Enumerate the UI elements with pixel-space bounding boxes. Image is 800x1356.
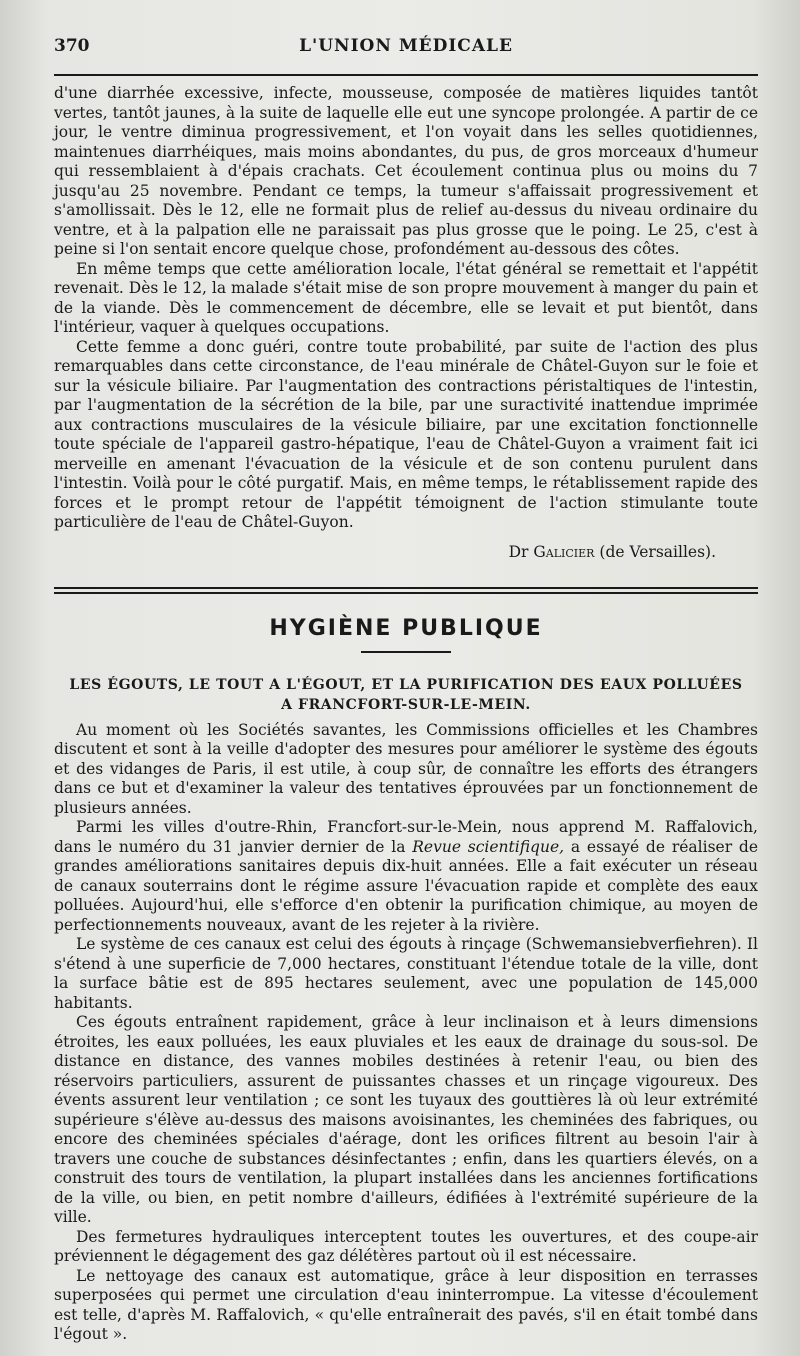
article-title <box>54 675 758 715</box>
paragraph: Ces égouts entraînent rapidement, grâce à leur inclinaison et à leurs dimensions étroites, les eaux polluées, les eaux pluviales et les eaux de drainage du sous-sol. De distance en distance, des vannes mobiles destinées à retenir l'eau, ou bien des réservoirs particuliers, assurent de puissantes chasses et un rinçage vigoureux. Des évents assurent leur ventilation ; ce sont les tuyaux des gouttières là où leur extrémité supérieure s'élève au-dessus des maisons avoisinantes, les cheminées des fabriques, ou encore des cheminées spéciales d'aérage, dont les orifices filtrent au besoin l'air à travers une couche de substances désinfectantes ; enfin, dans les quartiers élevés, on a construit des tours de ventilation, la plupart installées dans les anciennes fortifications de la ville, ou bien, en petit nombre d'ailleurs, édifiées à l'extrémité supérieure de la ville. <box>54 1013 758 1226</box>
paragraph: d'une diarrhée excessive, infecte, mousseuse, composée de matières liquides tantôt vertes, tantôt jaunes, à la suite de laquelle elle eut une syncope prolongée. A partir de ce jour, le ventre diminua progressivement, et l'on voyait dans les selles quotidiennes, maintenues diarrhéiques, mais moins abondantes, du pus, de gros morceaux d'humeur qui ressemblaient à d'épais crachats. Cet écoulement continua plus ou moins du 7 jusqu'au 25 novembre. Pendant ce temps, la tumeur s'affaissait progressivement et s'amollissait. Dès le 12, elle ne formait plus de relief au-dessus du niveau ordinaire du ventre, et à la palpation elle ne paraissait pas plus grosse que le poing. Le 25, c'est à peine si l'on sentait encore quelque chose, profondément au-dessous des côtes. <box>54 84 758 258</box>
header-rule <box>54 74 758 76</box>
paragraph: Cette femme a donc guéri, contre toute probabilité, par suite de l'action des plus remarquables dans cette circonstance, de l'eau minérale de Châtel-Guyon sur le foie et sur la vésicule biliaire. Par l'augmentation des contractions péristaltiques de l'intestin, par l'augmentation de la sécrétion de la bile, par une suractivité inattendue imprimée aux contractions musculaires de la vésicule biliaire, par une excitation fonctionnelle toute spéciale de l'appareil gastro-hépatique, l'eau de Châtel-Guyon a vraiment fait ici merveille en amenant l'évacuation de la vésicule et de son contenu purulent dans l'intestin. Voilà pour le côté purgatif. Mais, en même temps, le rétablissement rapide des forces et le prompt retour de l'appétit témoignent de l'action stimulante toute particulière de l'eau de Châtel-Guyon. <box>54 337 758 531</box>
section-title: HYGIÈNE PUBLIQUE <box>269 615 543 641</box>
text-run: Parmi les villes d'outre-Rhin, Francfort-sur-le-Mein, nous apprend M. Raffalovich, dans le numéro du 31 janvier dernier de la <box>54 818 758 856</box>
running-head <box>54 30 758 62</box>
section-separator <box>54 587 758 594</box>
paragraph: Au moment où les Sociétés savantes, les Commissions officielles et les Chambres discutent et sont à la veille d'adopter des mesures pour améliorer le système des égouts et des vidanges de Paris, il est utile, à coup sûr, de connaître les efforts des étrangers dans ce but et d'examiner la valeur des tentatives éprouvées par un fonctionnement de plusieurs années. <box>54 720 758 817</box>
article-body <box>54 721 758 1345</box>
signature-place: (de Versailles). <box>599 542 716 561</box>
journal-title: L'UNION MÉDICALE <box>299 36 513 56</box>
article-title-line: LES ÉGOUTS, LE TOUT A L'ÉGOUT, ET LA PURIFICATION DES EAUX POLLUÉES <box>69 676 743 693</box>
text-run: a essayé de réaliser de grandes améliorations sanitaires depuis dix-huit années. Elle a fait exécuter un réseau de canaux souterrains dont le régime assure l'évacuation rapide et complète des eaux polluées. Aujourd'hui, elle s'efforce d'en obtenir la purification chimique, au moyen de perfectionnements nouveaux, avant de les rejeter à la rivière. <box>54 837 758 934</box>
previous-article-text <box>54 84 758 561</box>
paragraph: Le système de ces canaux est celui des égouts à rinçage (Schwemansiebverfiehren). Il s'étend à une superficie de 7,000 hectares, constituant l'étendue totale de la ville, dont la surface bâtie est de 895 hectares seulement, avec une population de 145,000 habitants. <box>54 935 758 1012</box>
author-signature <box>54 543 716 561</box>
paragraph: Le nettoyage des canaux est automatique, grâce à leur disposition en terrasses superposées qui permet une circulation d'eau ininterrompue. La vitesse d'écoulement est telle, d'après M. Raffalovich, « qu'elle entraînerait des pavés, s'il en était tombé dans l'égout ». <box>54 1266 758 1343</box>
journal-reference: Revue scientifique, <box>412 837 565 856</box>
paragraph <box>54 818 758 935</box>
article-title-line: A FRANCFORT-SUR-LE-MEIN. <box>281 696 531 713</box>
signature-prefix: Dr <box>508 542 529 561</box>
paragraph: En même temps que cette amélioration locale, l'état général se remettait et l'appétit revenait. Dès le 12, la malade s'était mise de son propre mouvement à manger du pain et de la viande. Dès le commencement de décembre, elle se levait et put bientôt, dans l'intérieur, vaquer à quelques occupations. <box>54 259 758 336</box>
section-title-rule <box>361 651 451 653</box>
paragraph: Des fermetures hydrauliques interceptent toutes les ouvertures, et des coupe-air préviennent le dégagement des gaz délétères partout où il est nécessaire. <box>54 1227 758 1265</box>
signature-name: Galicier <box>533 542 595 561</box>
page-number: 370 <box>54 36 90 56</box>
